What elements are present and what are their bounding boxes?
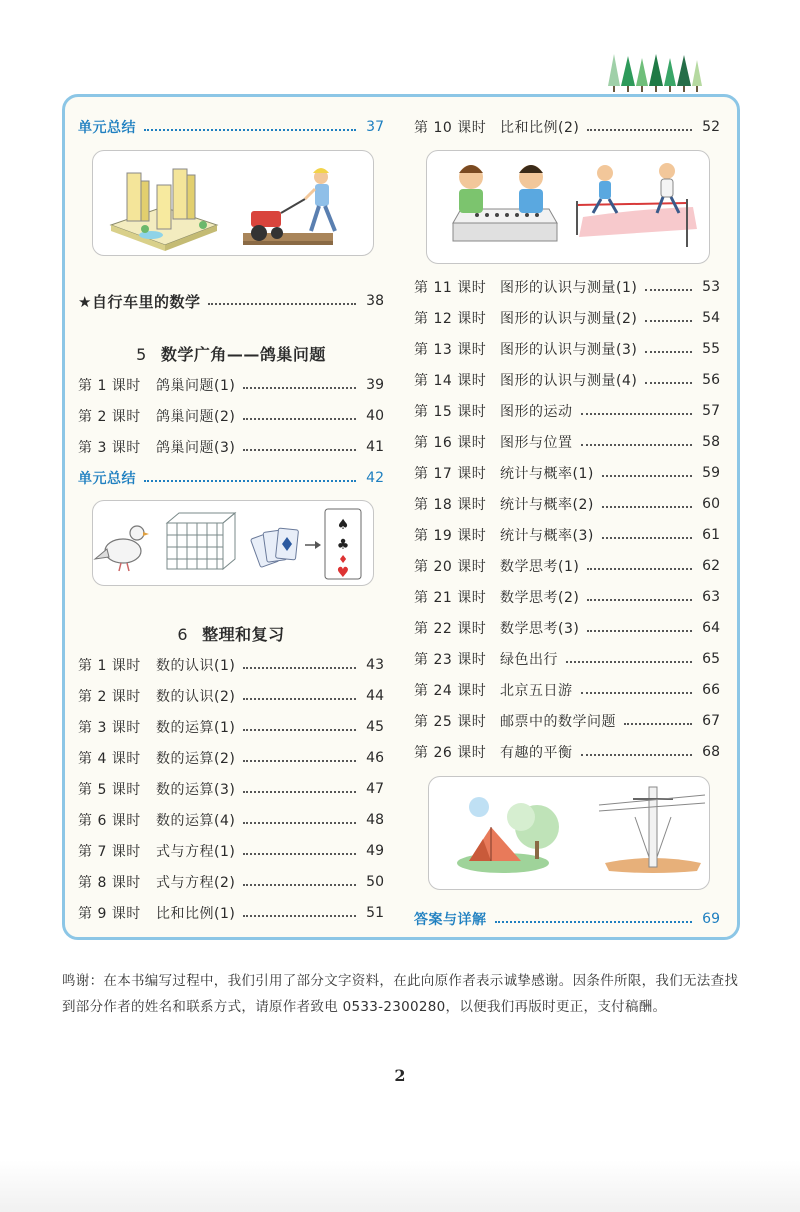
toc-entry-lesson[interactable] bbox=[78, 747, 384, 769]
leader-dots bbox=[243, 698, 356, 700]
entry-title: 数的运算(2) bbox=[156, 751, 236, 767]
page-number: 61 bbox=[702, 527, 720, 543]
leader-dots bbox=[243, 387, 356, 389]
entry-title: 数的运算(3) bbox=[156, 782, 236, 798]
leader-dots bbox=[208, 303, 356, 305]
page-number: 40 bbox=[366, 408, 384, 424]
page-number: 67 bbox=[702, 713, 720, 729]
page-number: 41 bbox=[366, 439, 384, 455]
lesson-number: 第 9 课时 bbox=[78, 906, 141, 922]
toc-entry-lesson[interactable] bbox=[414, 493, 720, 515]
leader-dots bbox=[587, 568, 692, 570]
entry-title: 图形的认识与测量(4) bbox=[500, 373, 638, 389]
entry-title: 单元总结 bbox=[78, 471, 136, 487]
leader-dots bbox=[602, 475, 692, 477]
lesson-number: 第 12 课时 bbox=[414, 311, 487, 327]
leader-dots bbox=[587, 129, 692, 131]
toc-entry-lesson[interactable] bbox=[414, 524, 720, 546]
toc-entry-lesson[interactable] bbox=[78, 436, 384, 458]
toc-entry-lesson[interactable] bbox=[78, 902, 384, 924]
lesson-number: 第 1 课时 bbox=[78, 658, 141, 674]
page-number: 69 bbox=[702, 911, 720, 927]
acknowledgement-note: 鸣谢：在本书编写过程中，我们引用了部分文字资料，在此向原作者表示诚挚感谢。因条件所限，我们无法查找到部分作者的姓名和联系方式，请原作者致电 0533-2300280，以便我们再版时更正，支付稿酬。 bbox=[62, 973, 739, 1015]
entry-title: 数的认识(2) bbox=[156, 689, 236, 705]
page-number: 47 bbox=[366, 781, 384, 797]
lesson-number: 第 11 课时 bbox=[414, 280, 487, 296]
toc-entry-lesson[interactable] bbox=[414, 400, 720, 422]
page-number: 52 bbox=[702, 119, 720, 135]
entry-title: 数学思考(2) bbox=[500, 590, 580, 606]
page-number: 48 bbox=[366, 812, 384, 828]
lesson-number: 第 19 课时 bbox=[414, 528, 487, 544]
toc-entry-special-topic[interactable] bbox=[78, 290, 384, 312]
page-number: 51 bbox=[366, 905, 384, 921]
leader-dots bbox=[243, 915, 356, 917]
entry-title: 鸽巢问题(3) bbox=[156, 440, 236, 456]
leader-dots bbox=[243, 667, 356, 669]
page-number: 44 bbox=[366, 688, 384, 704]
toc-entry-lesson[interactable] bbox=[78, 871, 384, 893]
svg-text:♥: ♥ bbox=[336, 565, 350, 581]
lesson-number: 第 8 课时 bbox=[78, 875, 141, 891]
leader-dots bbox=[645, 320, 692, 322]
page-number: 46 bbox=[366, 750, 384, 766]
lesson-number: 第 17 课时 bbox=[414, 466, 487, 482]
entry-title: 式与方程(1) bbox=[156, 844, 236, 860]
page-number: 57 bbox=[702, 403, 720, 419]
leader-dots bbox=[495, 921, 693, 923]
entry-title: 答案与详解 bbox=[414, 912, 487, 928]
entry-title: 式与方程(2) bbox=[156, 875, 236, 891]
entry-title: 邮票中的数学问题 bbox=[500, 714, 616, 730]
page-number: 59 bbox=[702, 465, 720, 481]
entry-title: 比和比例(1) bbox=[156, 906, 236, 922]
toc-entry-lesson[interactable] bbox=[78, 809, 384, 831]
leader-dots bbox=[645, 289, 692, 291]
chess-and-finish-line-icon bbox=[427, 151, 711, 265]
entry-title: 鸽巢问题(2) bbox=[156, 409, 236, 425]
entry-title: 图形的认识与测量(3) bbox=[500, 342, 638, 358]
toc-entry-lesson[interactable] bbox=[78, 778, 384, 800]
lesson-number: 第 4 课时 bbox=[78, 751, 141, 767]
svg-text:♦: ♦ bbox=[338, 553, 348, 566]
toc-entry-lesson[interactable] bbox=[78, 374, 384, 396]
toc-entry-lesson[interactable] bbox=[414, 741, 720, 763]
toc-entry-lesson[interactable] bbox=[78, 654, 384, 676]
toc-entry-answers[interactable] bbox=[414, 908, 720, 930]
leader-dots bbox=[243, 760, 356, 762]
illustration-chess-finish-line bbox=[426, 150, 710, 264]
entry-title: 北京五日游 bbox=[500, 683, 573, 699]
toc-entry-lesson[interactable] bbox=[414, 307, 720, 329]
svg-text:♠: ♠ bbox=[336, 517, 350, 533]
toc-entry-lesson[interactable] bbox=[414, 276, 720, 298]
buildings-and-tiller-icon bbox=[93, 151, 375, 257]
unit-heading-6 bbox=[78, 622, 384, 646]
page-number: 56 bbox=[702, 372, 720, 388]
entry-title: 数的运算(1) bbox=[156, 720, 236, 736]
lesson-number: 第 5 课时 bbox=[78, 782, 141, 798]
leader-dots bbox=[566, 661, 692, 663]
lesson-number: 第 15 课时 bbox=[414, 404, 487, 420]
lesson-number: 第 10 课时 bbox=[414, 120, 487, 136]
lesson-number: 第 24 课时 bbox=[414, 683, 487, 699]
entry-title: 统计与概率(3) bbox=[500, 528, 594, 544]
leader-dots bbox=[587, 630, 692, 632]
unit-title: 整理和复习 bbox=[202, 625, 285, 644]
unit-title: 数学广角——鸽巢问题 bbox=[160, 345, 326, 364]
lesson-number: 第 21 课时 bbox=[414, 590, 487, 606]
page-number: 45 bbox=[366, 719, 384, 735]
entry-title: 有趣的平衡 bbox=[500, 745, 573, 761]
entry-title: ★自行车里的数学 bbox=[78, 292, 201, 311]
lesson-number: 第 18 课时 bbox=[414, 497, 487, 513]
toc-entry-lesson[interactable] bbox=[414, 338, 720, 360]
entry-title: 图形与位置 bbox=[500, 435, 573, 451]
lesson-number: 第 2 课时 bbox=[78, 409, 141, 425]
page-number: 50 bbox=[366, 874, 384, 890]
lesson-number: 第 25 课时 bbox=[414, 714, 487, 730]
leader-dots bbox=[581, 692, 693, 694]
pigeon-cage-cards-icon bbox=[93, 501, 375, 587]
illustration-buildings-tiller bbox=[92, 150, 374, 256]
toc-entry-lesson[interactable] bbox=[414, 617, 720, 639]
lesson-number: 第 3 课时 bbox=[78, 720, 141, 736]
lesson-number: 第 7 课时 bbox=[78, 844, 141, 860]
tent-and-pole-icon bbox=[429, 777, 711, 891]
leader-dots bbox=[144, 480, 356, 482]
leader-dots bbox=[243, 418, 356, 420]
leader-dots bbox=[581, 413, 693, 415]
toc-entry-lesson[interactable] bbox=[78, 685, 384, 707]
page-number: 42 bbox=[366, 470, 384, 486]
entry-title: 统计与概率(1) bbox=[500, 466, 594, 482]
page-number: 39 bbox=[366, 377, 384, 393]
leader-dots bbox=[243, 853, 356, 855]
leader-dots bbox=[581, 444, 693, 446]
entry-title: 绿色出行 bbox=[500, 652, 558, 668]
toc-entry-lesson[interactable] bbox=[414, 679, 720, 701]
leader-dots bbox=[144, 129, 356, 131]
toc-entry-lesson[interactable] bbox=[414, 586, 720, 608]
page-number-footer: 2 bbox=[394, 1066, 406, 1085]
page-number: 54 bbox=[702, 310, 720, 326]
toc-entry-lesson[interactable] bbox=[414, 555, 720, 577]
entry-title: 数学思考(3) bbox=[500, 621, 580, 637]
entry-title: 统计与概率(2) bbox=[500, 497, 594, 513]
unit-heading-5 bbox=[78, 342, 384, 366]
page-number: 63 bbox=[702, 589, 720, 605]
lesson-number: 第 20 课时 bbox=[414, 559, 487, 575]
leader-dots bbox=[243, 729, 356, 731]
page-number: 68 bbox=[702, 744, 720, 760]
page-number: 49 bbox=[366, 843, 384, 859]
entry-title: 图形的运动 bbox=[500, 404, 573, 420]
toc-entry-unit-summary[interactable] bbox=[78, 116, 384, 138]
page-number: 66 bbox=[702, 682, 720, 698]
page-number: 38 bbox=[366, 293, 384, 309]
leader-dots bbox=[243, 791, 356, 793]
illustration-pigeon-cage-cards bbox=[92, 500, 374, 586]
entry-title: 鸽巢问题(1) bbox=[156, 378, 236, 394]
toc-entry-lesson[interactable] bbox=[78, 840, 384, 862]
page-number: 60 bbox=[702, 496, 720, 512]
leader-dots bbox=[602, 506, 692, 508]
lesson-number: 第 16 课时 bbox=[414, 435, 487, 451]
leader-dots bbox=[243, 449, 356, 451]
page-bottom-shadow bbox=[0, 1160, 800, 1212]
leader-dots bbox=[243, 884, 356, 886]
leader-dots bbox=[587, 599, 692, 601]
illustration-tent-pole bbox=[428, 776, 710, 890]
lesson-number: 第 2 课时 bbox=[78, 689, 141, 705]
toc-entry-lesson[interactable] bbox=[78, 716, 384, 738]
lesson-number: 第 3 课时 bbox=[78, 440, 141, 456]
entry-title: 比和比例(2) bbox=[500, 120, 580, 136]
entry-title: 图形的认识与测量(2) bbox=[500, 311, 638, 327]
toc-entry-lesson[interactable] bbox=[78, 405, 384, 427]
leader-dots bbox=[581, 754, 693, 756]
entry-title: 数的运算(4) bbox=[156, 813, 236, 829]
unit-number: 5 bbox=[136, 345, 147, 364]
page-number: 62 bbox=[702, 558, 720, 574]
toc-entry-lesson[interactable] bbox=[414, 369, 720, 391]
page-number: 58 bbox=[702, 434, 720, 450]
leader-dots bbox=[602, 537, 692, 539]
entry-title: 图形的认识与测量(1) bbox=[500, 280, 638, 296]
lesson-number: 第 1 课时 bbox=[78, 378, 141, 394]
toc-entry-lesson[interactable] bbox=[414, 710, 720, 732]
page-number: 43 bbox=[366, 657, 384, 673]
lesson-number: 第 23 课时 bbox=[414, 652, 487, 668]
tree-row-icon bbox=[608, 52, 704, 94]
lesson-number: 第 14 课时 bbox=[414, 373, 487, 389]
page-number: 53 bbox=[702, 279, 720, 295]
page-number: 55 bbox=[702, 341, 720, 357]
toc-entry-lesson[interactable] bbox=[414, 648, 720, 670]
toc-entry-lesson[interactable] bbox=[414, 431, 720, 453]
toc-entry-lesson[interactable] bbox=[414, 116, 720, 138]
lesson-number: 第 13 课时 bbox=[414, 342, 487, 358]
toc-entry-unit-summary[interactable] bbox=[78, 467, 384, 489]
page-number: 65 bbox=[702, 651, 720, 667]
page-number: 37 bbox=[366, 119, 384, 135]
toc-entry-lesson[interactable] bbox=[414, 462, 720, 484]
lesson-number: 第 6 课时 bbox=[78, 813, 141, 829]
leader-dots bbox=[645, 351, 692, 353]
leader-dots bbox=[645, 382, 692, 384]
unit-number: 6 bbox=[177, 625, 189, 644]
lesson-number: 第 22 课时 bbox=[414, 621, 487, 637]
lesson-number: 第 26 课时 bbox=[414, 745, 487, 761]
entry-title: 数的认识(1) bbox=[156, 658, 236, 674]
entry-title: 单元总结 bbox=[78, 120, 136, 136]
svg-text:♣: ♣ bbox=[336, 537, 350, 553]
leader-dots bbox=[624, 723, 692, 725]
leader-dots bbox=[243, 822, 356, 824]
entry-title: 数学思考(1) bbox=[500, 559, 580, 575]
page-number: 64 bbox=[702, 620, 720, 636]
